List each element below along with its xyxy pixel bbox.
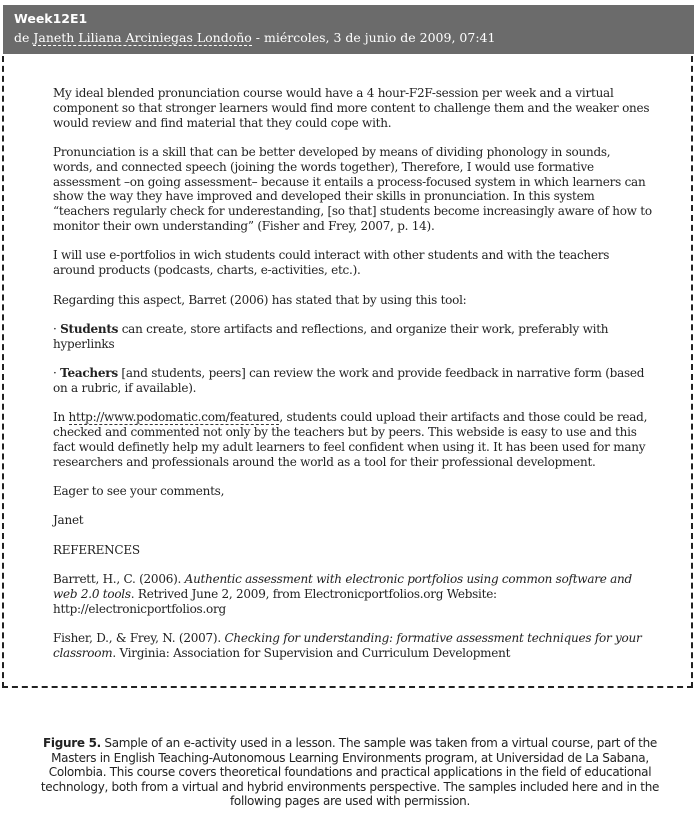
paragraph: I will use e-portfolios in wich students could interact with other students and with the teachers around products (podcasts, charts, e-activities, etc.). [53, 248, 610, 278]
bullet-marker: · [53, 366, 61, 381]
bullet-term: Students [60, 321, 119, 336]
bullet-marker: · [53, 321, 61, 336]
reference-title: Authentic assessment with electronic portfolios using common software and web 2.0 tools [53, 572, 632, 602]
podomatic-link[interactable]: http://www.podomatic.com/featured [68, 410, 280, 425]
signature: Janet [53, 513, 84, 528]
figure-caption [40, 736, 660, 809]
figure-label: Figure 5. [43, 736, 101, 750]
text: In [53, 410, 69, 425]
post-header [3, 5, 694, 54]
bullet-text: [and students, peers] can review the work and provide feedback in narrative form (based on a rubric, if available). [53, 366, 645, 395]
bullet-item [53, 366, 653, 396]
references-heading: REFERENCES [53, 542, 140, 557]
reference-source: . Virginia: Association for Supervision and Curriculum Development [112, 646, 511, 661]
bullet-term: Teachers [60, 366, 118, 381]
post-content [53, 86, 653, 675]
byline-prefix: de [14, 30, 34, 45]
author-link[interactable]: Janeth Liliana Arciniegas Londoño [33, 30, 252, 45]
paragraph: Regarding this aspect, Barret (2006) has stated that by using this tool: [53, 292, 467, 307]
reference-authors: Barrett, H., C. (2006). [53, 572, 185, 587]
closing: Eager to see your comments, [53, 484, 225, 499]
caption-text: Sample of an e-activity used in a lesson. The sample was taken from a virtual course, part of the Masters in English Teaching-Autonomous Learning Environments program, at Universidad de La Sabana, Colombia. This course covers theoretical foundations and practical applications in the field of educational technology, both from a virtual and hybrid environments perspective. The samples included here and in the following pages are used with permission. [40, 736, 660, 809]
paragraph [53, 410, 653, 469]
reference-authors: Fisher, D., & Frey, N. (2007). [53, 631, 225, 646]
paragraph: My ideal blended pronunciation course would have a 4 hour-F2F-session per week and a virtual component so that stronger learners would find more content to challenge them and the weaker ones would review and find material that they could cope with. [53, 86, 650, 130]
post-title: Week12E1 [14, 11, 88, 26]
reference-item [53, 572, 653, 616]
post-date: - miércoles, 3 de junio de 2009, 07:41 [251, 30, 496, 45]
post-byline [14, 29, 694, 47]
text: , students could upload their artifacts and those could be read, checked and commented not only by the teachers but by peers. This webside is easy to use and this fact would definetly help my adult learners to feel confident when using it. It has been used for many researchers and professionals around the world as a tool for their professional development. [53, 410, 648, 469]
bullet-item [53, 322, 653, 352]
reference-title: Checking for understanding: formative assessment techniques for your classroom [53, 631, 642, 661]
bullet-text: can create, store artifacts and reflections, and organize their work, preferably with hyperlinks [53, 321, 609, 351]
paragraph: Pronunciation is a skill that can be better developed by means of dividing phonology in sounds, words, and connected speech (joining the words together), Therefore, I would use formative assessment –on going assessment– because it entails a process-focused system in which learners can show the way they have improved and developed their skills in pronunciation. In this system “teachers regularly check for underestanding, [so that] students become increasingly aware of how to monitor their own understanding” (Fisher and Frey, 2007, p. 14). [53, 144, 652, 233]
reference-source: . Retrived June 2, 2009, from Electronicportfolios.org Website: http://electronicportfolios.org [53, 587, 497, 616]
reference-item [53, 631, 653, 661]
